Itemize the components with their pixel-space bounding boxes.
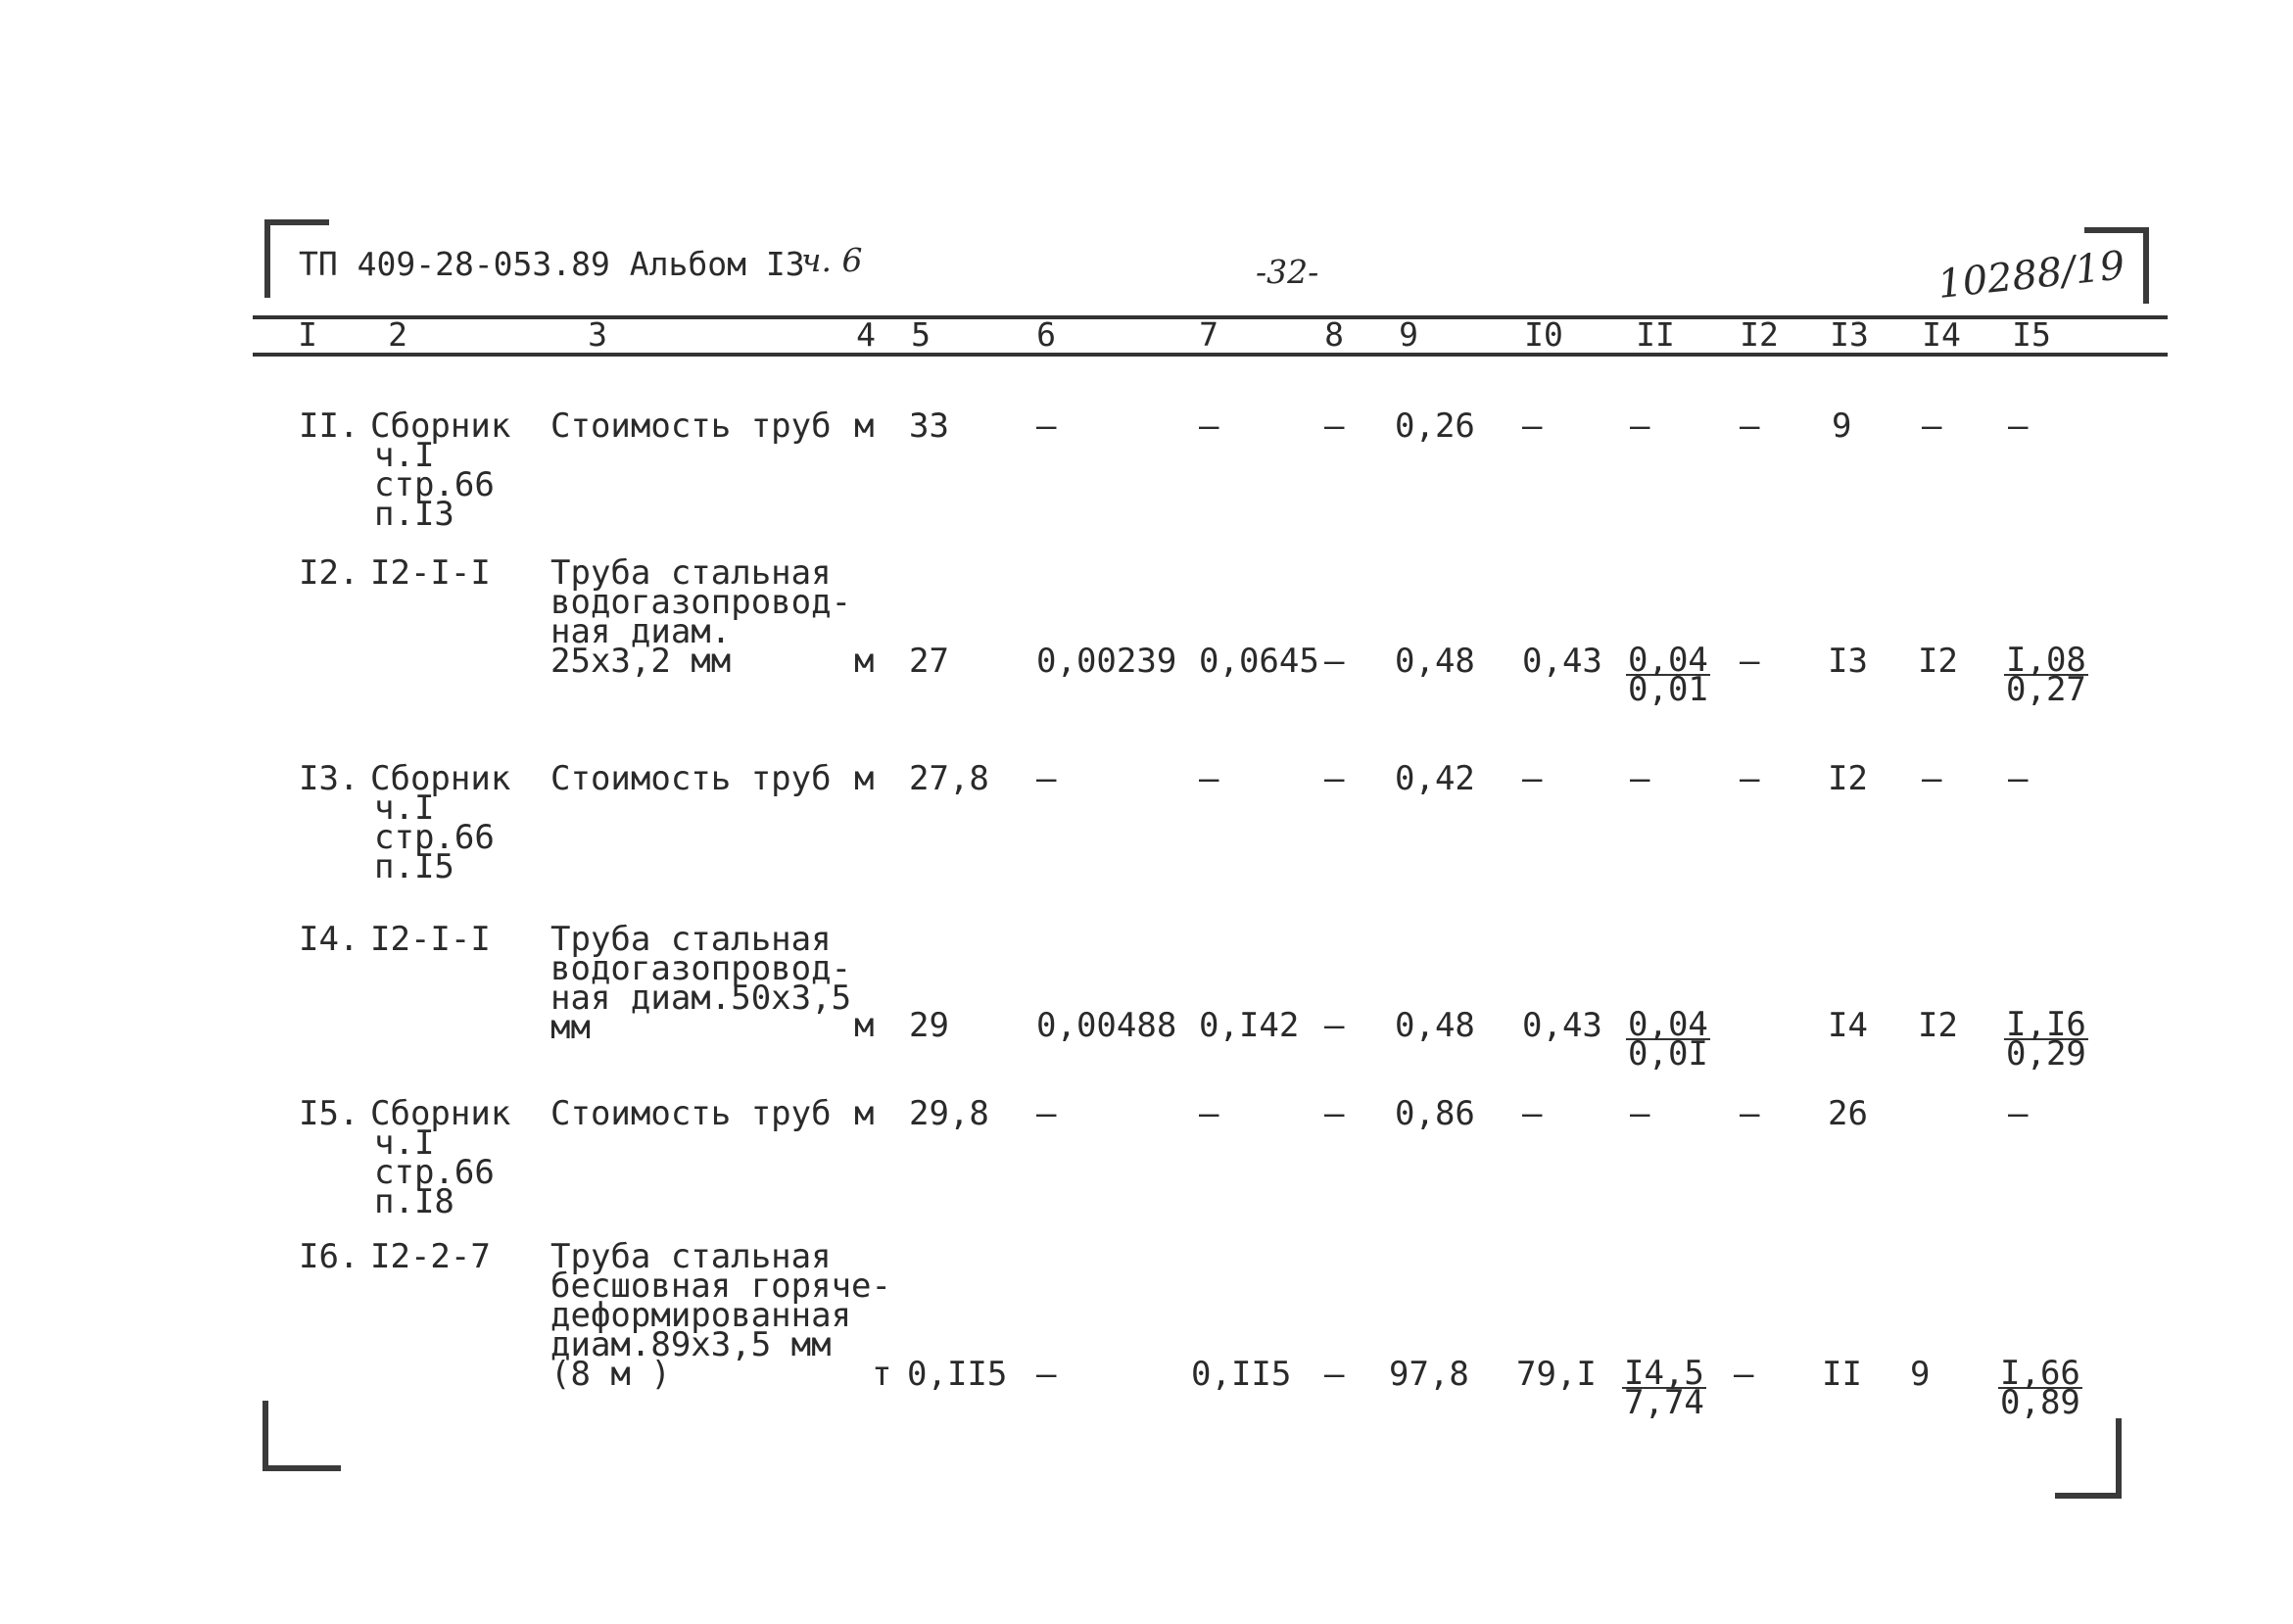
frame-corner-bottom-right <box>2055 1418 2122 1499</box>
row-col12: – <box>1740 1094 1760 1133</box>
row-col12: – <box>1740 406 1760 446</box>
row-col12: – <box>1734 1355 1754 1394</box>
row-col15: – <box>2008 1094 2029 1133</box>
row-col13: II <box>1822 1355 1862 1394</box>
row-col8: – <box>1324 642 1345 681</box>
row-col6: – <box>1036 406 1057 446</box>
row-col13: I4 <box>1828 1006 1868 1045</box>
row-col12: – <box>1740 759 1760 798</box>
row-col15-fraction: $\frac{I,08}{0,27}$ <box>2006 641 2086 709</box>
row-name: Труба стальная водогазопровод- ная диам.50х3,5 мм <box>550 920 852 1047</box>
row-unit: м <box>854 1006 875 1045</box>
row-name: Стоимость труб <box>550 759 832 798</box>
row-col8: – <box>1324 1094 1345 1133</box>
row-col8: – <box>1324 759 1345 798</box>
inventory-number: 10288/19 <box>1935 243 2127 308</box>
row-unit: м <box>854 759 875 798</box>
row-col11: – <box>1630 406 1650 446</box>
row-name: Стоимость труб <box>550 1094 832 1133</box>
column-number: I <box>298 315 317 354</box>
row-col14: – <box>1922 759 1942 798</box>
column-number: 8 <box>1324 315 1344 354</box>
row-code: Сборник ч.I стр.66 п.I8 <box>370 1094 511 1221</box>
row-quantity: 0,II5 <box>907 1355 1008 1394</box>
column-number: 9 <box>1399 315 1418 354</box>
row-quantity: 33 <box>909 406 949 446</box>
row-col6: 0,00239 <box>1036 642 1177 681</box>
row-col13: 9 <box>1832 406 1852 446</box>
column-number: 5 <box>911 315 931 354</box>
row-unit: м <box>854 1094 875 1133</box>
row-col9: 0,42 <box>1395 759 1475 798</box>
column-number: 3 <box>588 315 607 354</box>
frame-corner-bottom-left <box>263 1401 341 1471</box>
column-number: 6 <box>1036 315 1056 354</box>
row-col13: I3 <box>1828 642 1868 681</box>
row-number: II. <box>299 406 359 446</box>
row-col9: 0,26 <box>1395 406 1475 446</box>
row-number: I3. <box>299 759 359 798</box>
row-col10: 0,43 <box>1522 1006 1602 1045</box>
row-name: Труба стальная водогазопровод- ная диам. 25х3,2 мм <box>550 553 852 681</box>
row-col15-fraction: $\frac{I,I6}{0,29}$ <box>2006 1005 2086 1074</box>
row-col7: – <box>1199 406 1219 446</box>
column-number: 2 <box>388 315 407 354</box>
row-unit: т <box>872 1355 892 1394</box>
row-col11-fraction: $\frac{0,04}{0,0I}$ <box>1628 1005 1708 1074</box>
row-col15-fraction: $\frac{I,66}{0,89}$ <box>2000 1354 2080 1422</box>
row-col8: – <box>1324 1355 1345 1394</box>
row-col15: – <box>2008 406 2029 446</box>
column-number: I4 <box>1922 315 1961 354</box>
row-col13: 26 <box>1828 1094 1868 1133</box>
row-col14: I2 <box>1918 1006 1958 1045</box>
row-col7: 0,II5 <box>1191 1355 1292 1394</box>
row-number: I2. <box>299 553 359 593</box>
column-number: I3 <box>1830 315 1869 354</box>
row-col7: – <box>1199 1094 1219 1133</box>
row-col13: I2 <box>1828 759 1868 798</box>
row-col11: – <box>1630 1094 1650 1133</box>
column-number: 4 <box>856 315 876 354</box>
column-number: I2 <box>1740 315 1779 354</box>
row-col8: – <box>1324 1006 1345 1045</box>
row-col6: – <box>1036 759 1057 798</box>
document-part: ч. 6 <box>801 241 863 279</box>
row-col6: 0,00488 <box>1036 1006 1177 1045</box>
row-col6: – <box>1036 1094 1057 1133</box>
row-col14: 9 <box>1910 1355 1931 1394</box>
row-unit: м <box>854 406 875 446</box>
row-col9: 97,8 <box>1389 1355 1469 1394</box>
row-col14: I2 <box>1918 642 1958 681</box>
row-col12: – <box>1740 642 1760 681</box>
row-name: Труба стальная бесшовная горяче- деформированная диам.89х3,5 мм (8 м ) <box>550 1237 891 1394</box>
document-title: ТП 409-28-053.89 Альбом I3 <box>299 245 805 283</box>
row-code: I2-I-I <box>370 920 491 959</box>
row-code: I2-I-I <box>370 553 491 593</box>
row-col8: – <box>1324 406 1345 446</box>
column-number: I0 <box>1524 315 1563 354</box>
row-col9: 0,86 <box>1395 1094 1475 1133</box>
column-number: 7 <box>1199 315 1218 354</box>
column-number: II <box>1636 315 1675 354</box>
row-col7: – <box>1199 759 1219 798</box>
row-name: Стоимость труб <box>550 406 832 446</box>
row-col7: 0,I42 <box>1199 1006 1300 1045</box>
row-quantity: 27 <box>909 642 949 681</box>
row-col14: – <box>1922 406 1942 446</box>
row-number: I6. <box>299 1237 359 1276</box>
row-col6: – <box>1036 1355 1057 1394</box>
column-number: I5 <box>2012 315 2051 354</box>
row-col10: 0,43 <box>1522 642 1602 681</box>
row-code: Сборник ч.I стр.66 п.I5 <box>370 759 511 886</box>
row-col7: 0,0645 <box>1199 642 1319 681</box>
row-col11-fraction: $\frac{I4,5}{7,74}$ <box>1624 1354 1704 1422</box>
row-col10: – <box>1522 406 1543 446</box>
row-quantity: 27,8 <box>909 759 989 798</box>
row-quantity: 29,8 <box>909 1094 989 1133</box>
row-col10: 79,I <box>1516 1355 1597 1394</box>
row-code: Сборник ч.I стр.66 п.I3 <box>370 406 511 534</box>
row-number: I5. <box>299 1094 359 1133</box>
page-number: -32- <box>1256 253 1319 291</box>
row-col15: – <box>2008 759 2029 798</box>
row-unit: м <box>854 642 875 681</box>
row-col11: – <box>1630 759 1650 798</box>
row-col9: 0,48 <box>1395 1006 1475 1045</box>
row-col10: – <box>1522 1094 1543 1133</box>
row-quantity: 29 <box>909 1006 949 1045</box>
row-col10: – <box>1522 759 1543 798</box>
row-col9: 0,48 <box>1395 642 1475 681</box>
row-code: I2-2-7 <box>370 1237 491 1276</box>
row-number: I4. <box>299 920 359 959</box>
row-col11-fraction: $\frac{0,04}{0,01}$ <box>1628 641 1708 709</box>
